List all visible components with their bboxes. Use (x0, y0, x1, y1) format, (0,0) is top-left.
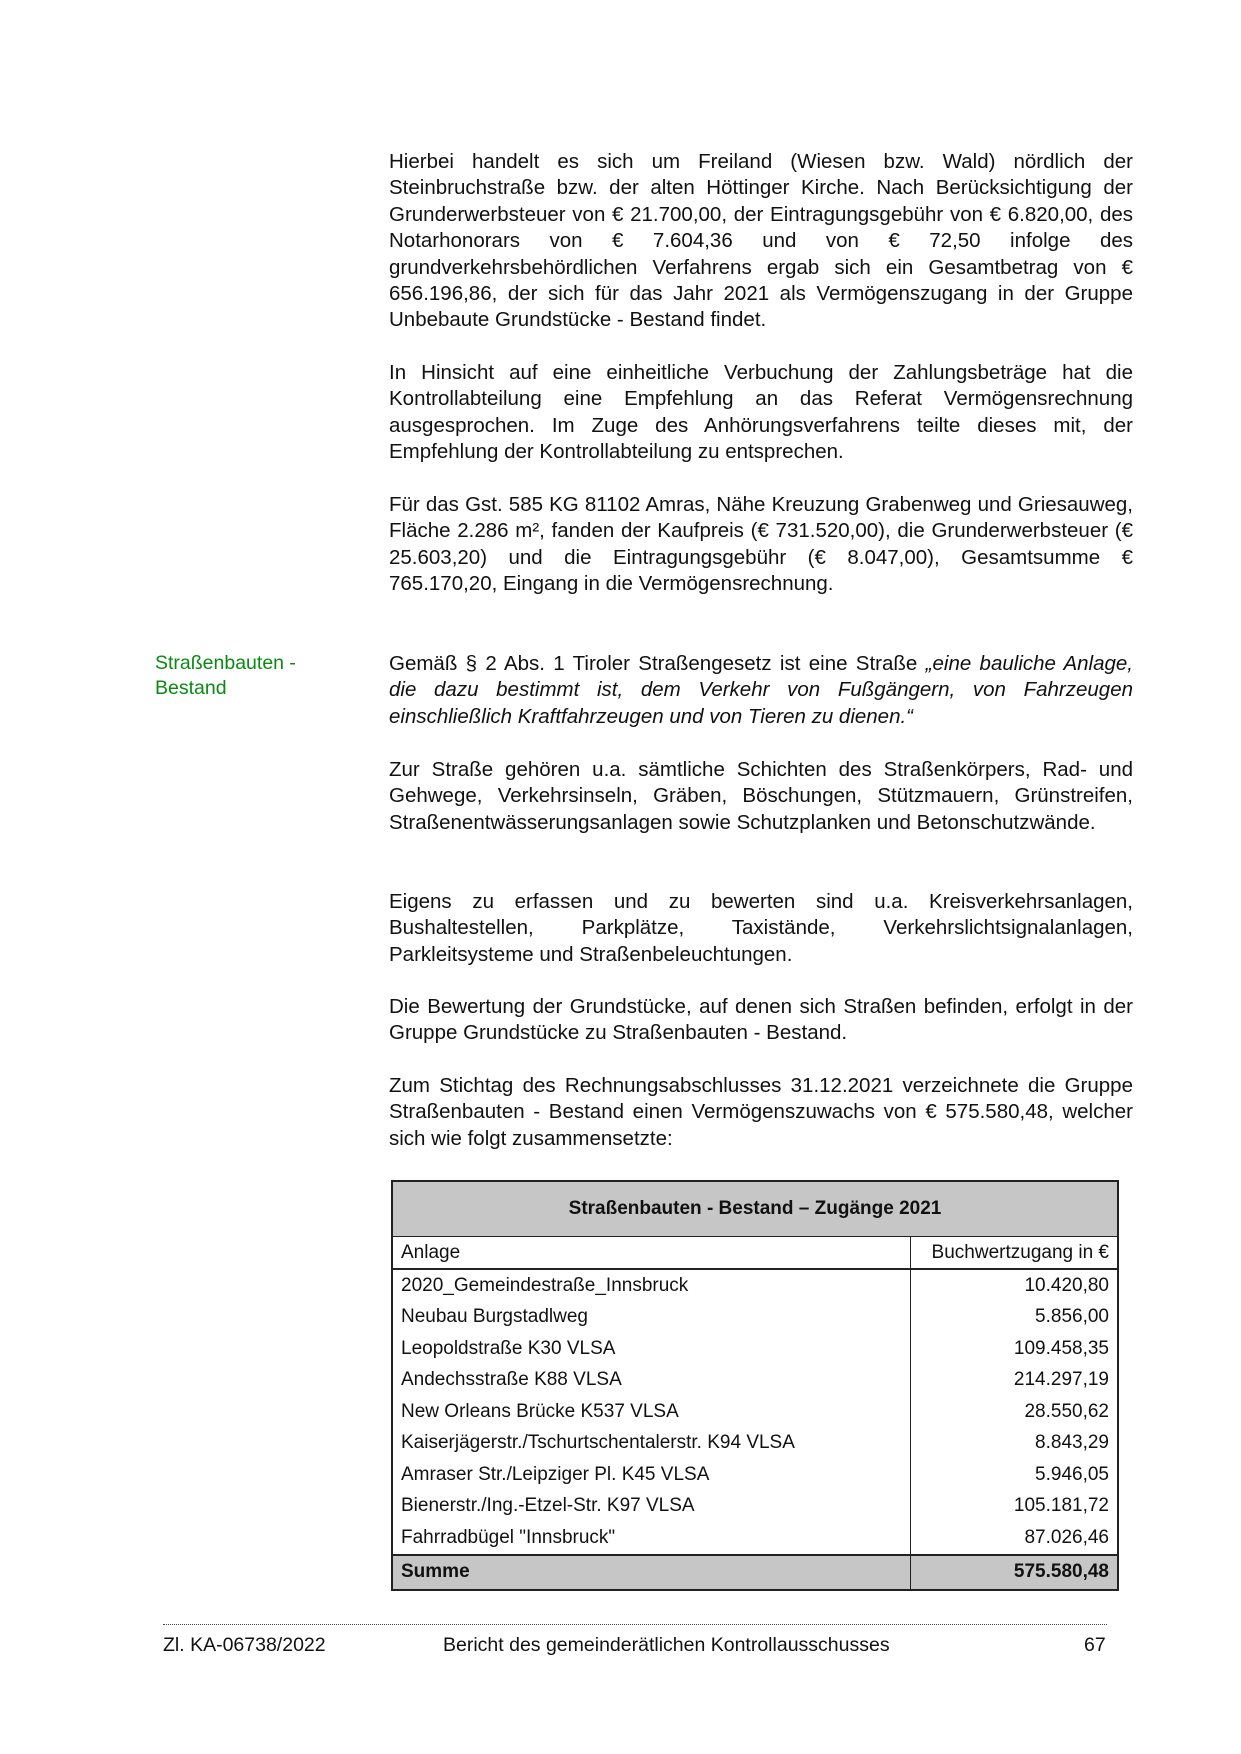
cell-anlage: Kaiserjägerstr./Tschurtschentalerstr. K94 VLSA (401, 1432, 795, 1454)
table-row (392, 1459, 1118, 1491)
paragraph-text: Zum Stichtag des Rechnungsabschlusses 31.12.2021 verzeichnete die Gruppe Straßenbauten - Bestand einen Vermögenszuwachs von € 575.580,48, welcher sich wie folgt zusammensetzte: (389, 1074, 1133, 1150)
paragraph-text: In Hinsicht auf eine einheitliche Verbuchung der Zahlungsbeträge hat die Kontrollabteilung eine Empfehlung an das Referat Vermögensrechnung ausgesprochen. Im Zuge des Anhörungsverfahrens teilte dieses mit, der Empfehlung der Kontrollabteilung zu entsprechen. (389, 361, 1133, 464)
cell-anlage: New Orleans Brücke K537 VLSA (401, 1400, 679, 1422)
table-row (392, 1396, 1118, 1428)
paragraph-bestandteile (389, 757, 1133, 836)
table-row (392, 1428, 1118, 1460)
cell-betrag: 214.297,19 (911, 1365, 1119, 1397)
cell-anlage: Amraser Str./Leipziger Pl. K45 VLSA (401, 1463, 710, 1485)
paragraph-amras (389, 492, 1133, 598)
table-header-row (392, 1237, 1118, 1270)
paragraph-stichtag (389, 1073, 1133, 1152)
cell-betrag: 109.458,35 (911, 1333, 1119, 1365)
table-row (392, 1522, 1118, 1555)
footer-title: Bericht des gemeinderätlichen Kontrollausschusses (443, 1634, 890, 1656)
col-header-anlage: Anlage (392, 1237, 911, 1270)
paragraph-text: Eigens zu erfassen und zu bewerten sind u.a. Kreisverkehrsanlagen, Bushaltestellen, Parkplätze, Taxistände, Verkehrslichtsignalanlagen, Parkleitsysteme und Straßenbeleuchtungen. (389, 890, 1133, 966)
cell-anlage: Leopoldstraße K30 VLSA (401, 1337, 616, 1359)
paragraph-bewertung (389, 994, 1133, 1047)
paragraph-text: Für das Gst. 585 KG 81102 Amras, Nähe Kreuzung Grabenweg und Griesauweg, Fläche 2.286 m², fanden der Kaufpreis (€ 731.520,00), die Grunderwerbsteuer (€ 25.603,20) und die Eintragungsgebühr (€ 8.047,00), Gesamtsumme € 765.170,20, Eingang in die Vermögensrechnung. (389, 493, 1133, 596)
sum-value: 575.580,48 (911, 1555, 1119, 1590)
paragraph-strassengesetz (389, 651, 1133, 730)
cell-betrag: 5.946,05 (911, 1459, 1119, 1491)
table-title: Straßenbauten - Bestand – Zugänge 2021 (392, 1181, 1118, 1237)
paragraph-verbuchung (389, 360, 1133, 466)
cell-anlage: 2020_Gemeindestraße_Innsbruck (401, 1274, 689, 1296)
cell-betrag: 5.856,00 (911, 1302, 1119, 1334)
side-heading-line1: Straßenbauten - (155, 652, 296, 674)
cell-betrag: 105.181,72 (911, 1491, 1119, 1523)
col-header-betrag: Buchwertzugang in € (911, 1237, 1119, 1270)
paragraph-lead: Gemäß § 2 Abs. 1 Tiroler Straßengesetz ist eine Straße (389, 652, 926, 675)
cell-anlage: Neubau Burgstadlweg (401, 1306, 588, 1328)
table-row (392, 1365, 1118, 1397)
cell-betrag: 28.550,62 (911, 1396, 1119, 1428)
paragraph-eigens (389, 889, 1133, 968)
paragraph-text: Die Bewertung der Grundstücke, auf denen sich Straßen befinden, erfolgt in der Gruppe Grundstücke zu Straßenbauten - Bestand. (389, 995, 1133, 1045)
table-row (392, 1302, 1118, 1334)
table-row (392, 1333, 1118, 1365)
paragraph-freiland (389, 149, 1133, 334)
zugaenge-table (391, 1180, 1119, 1591)
paragraph-text: Zur Straße gehören u.a. sämtliche Schichten des Straßenkörpers, Rad- und Gehwege, Verkehrsinseln, Gräben, Böschungen, Stützmauern, Grünstreifen, Straßenentwässerungsanlagen sowie Schutzplanken und Betonschutzwände. (389, 758, 1133, 834)
sum-label: Summe (392, 1555, 911, 1590)
cell-anlage: Bienerstr./Ing.-Etzel-Str. K97 VLSA (401, 1495, 695, 1517)
footer-reference: Zl. KA-06738/2022 (163, 1634, 326, 1656)
cell-anlage: Andechsstraße K88 VLSA (401, 1369, 622, 1391)
cell-betrag: 10.420,80 (911, 1269, 1119, 1302)
side-heading-line2: Bestand (155, 676, 227, 699)
cell-betrag: 8.843,29 (911, 1428, 1119, 1460)
side-heading (155, 651, 296, 700)
cell-betrag: 87.026,46 (911, 1522, 1119, 1555)
table-sum-row (392, 1555, 1118, 1590)
paragraph-text: Hierbei handelt es sich um Freiland (Wiesen bzw. Wald) nördlich der Steinbruchstraße bzw. der alten Höttinger Kirche. Nach Berücksichtigung der Grunderwerbsteuer von € 21.700,00, der Eintragungsgebühr von € 6.820,00, des Notarhonorars von € 7.604,36 und von € 72,50 infolge des grundverkehrsbehördlichen Verfahrens ergab sich ein Gesamtbetrag von € 656.196,86, der sich für das Jahr 2021 als Vermögenszugang in der Gruppe Unbebaute Grundstücke - Bestand findet. (389, 150, 1133, 332)
page-number: 67 (1084, 1634, 1106, 1656)
table-row (392, 1269, 1118, 1302)
footer-divider (163, 1624, 1107, 1625)
table-row (392, 1491, 1118, 1523)
law-quote: „eine bauliche Anlage, die dazu bestimmt ist, dem Verkehr von Fußgängern, von Fahrzeugen einschließlich Kraftfahrzeugen und von Tieren zu dienen.“ (389, 652, 1134, 728)
cell-anlage: Fahrradbügel "Innsbruck" (401, 1526, 616, 1548)
